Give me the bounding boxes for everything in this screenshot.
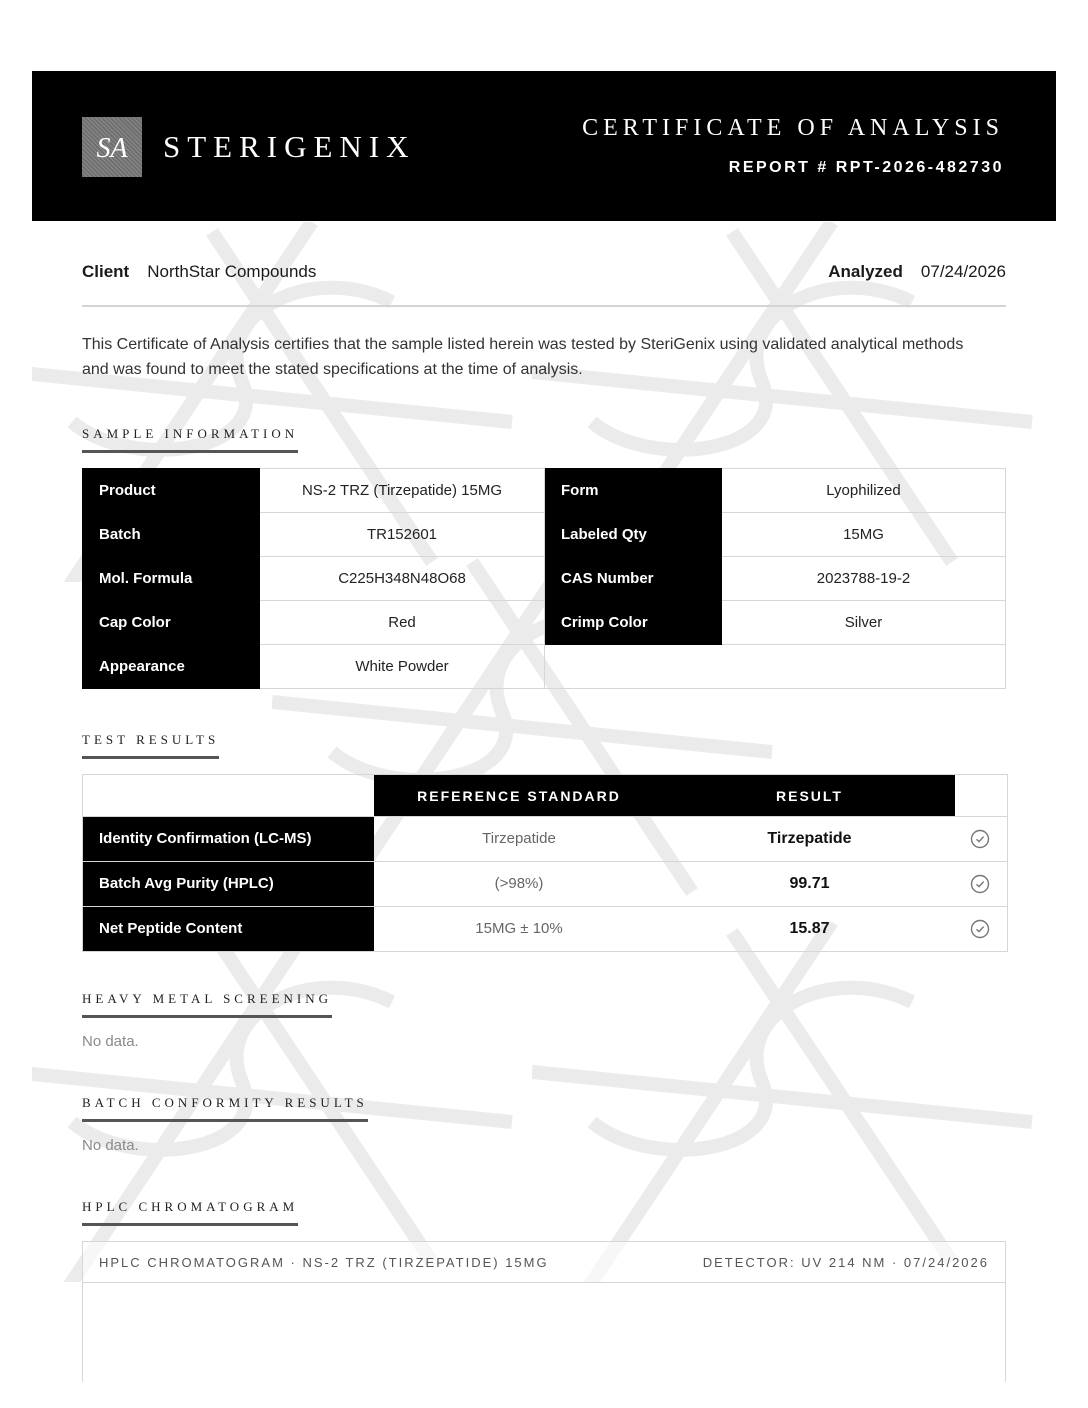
field-value: Lyophilized	[722, 469, 1006, 513]
analyzed-label: Analyzed	[828, 262, 903, 281]
empty-state-text: No data.	[82, 1033, 139, 1050]
field-label: Form	[545, 469, 722, 513]
section-title-hplc: HPLC CHROMATOGRAM	[82, 1199, 298, 1226]
sample-information-table	[82, 468, 1006, 689]
table-row	[83, 469, 1006, 513]
report-number: REPORT # RPT-2026-482730	[728, 159, 1004, 176]
field-value: White Powder	[260, 645, 545, 689]
field-value: Silver	[722, 601, 1006, 645]
svg-text:SA: SA	[96, 133, 128, 164]
client-value: NorthStar Compounds	[147, 262, 317, 281]
document-title: CERTIFICATE OF ANALYSIS	[582, 115, 1004, 141]
certificate-header	[32, 71, 1056, 221]
intro-text: This Certificate of Analysis certifies that the sample listed herein was tested by SteriGenix using validated analytical methods and was found to meet the stated specifications at the time of analysis.	[82, 336, 964, 378]
reference-value: 15MG ± 10%	[475, 920, 563, 937]
section-title-test-results: TEST RESULTS	[82, 732, 219, 759]
analyzed-info	[828, 262, 1006, 282]
column-header-reference: REFERENCE STANDARD	[417, 788, 621, 804]
field-value: Red	[260, 601, 545, 645]
result-value: 15.87	[789, 920, 830, 937]
field-label: Cap Color	[83, 601, 260, 645]
check-circle-icon	[970, 874, 990, 894]
field-value: TR152601	[260, 513, 545, 557]
logo	[82, 117, 142, 177]
table-header	[83, 775, 1007, 816]
reference-value: (>98%)	[494, 875, 544, 892]
result-value: 99.71	[789, 875, 830, 892]
brand-name: STERIGENIX	[163, 129, 416, 164]
table-row	[83, 557, 1006, 601]
test-name: Identity Confirmation (LC-MS)	[83, 817, 374, 861]
field-value: NS-2 TRZ (Tirzepatide) 15MG	[260, 469, 545, 513]
table-row	[83, 861, 1007, 906]
check-circle-icon	[970, 919, 990, 939]
hplc-chromatogram-panel	[82, 1241, 1006, 1382]
table-row	[83, 645, 1006, 689]
test-name: Batch Avg Purity (HPLC)	[83, 862, 374, 906]
analyzed-value: 07/24/2026	[920, 262, 1006, 281]
detector-info: DETECTOR: UV 214 NM · 07/24/2026	[702, 1255, 989, 1270]
column-header-result: RESULT	[776, 788, 843, 804]
logo-monogram-icon	[82, 117, 142, 177]
field-label: CAS Number	[545, 557, 722, 601]
result-value: Tirzepatide	[767, 830, 852, 847]
test-results-table	[82, 774, 1008, 952]
empty-cell	[545, 645, 1006, 689]
chromatogram-caption: HPLC CHROMATOGRAM · NS-2 TRZ (TIRZEPATIDE) 15MG	[99, 1255, 549, 1270]
meta-row	[82, 262, 1006, 286]
field-value: 2023788-19-2	[722, 557, 1006, 601]
table-row	[83, 906, 1007, 951]
table-row	[83, 816, 1007, 861]
table-row	[83, 513, 1006, 557]
section-title-sample-information: SAMPLE INFORMATION	[82, 426, 298, 453]
client-label: Client	[82, 262, 130, 281]
field-label: Labeled Qty	[545, 513, 722, 557]
section-title-batch-conformity: BATCH CONFORMITY RESULTS	[82, 1095, 368, 1122]
table-row	[83, 601, 1006, 645]
test-name: Net Peptide Content	[83, 907, 374, 951]
field-label: Product	[83, 469, 260, 513]
field-label: Crimp Color	[545, 601, 722, 645]
chromatogram-caption-bar	[83, 1242, 1005, 1283]
empty-state-text: No data.	[82, 1137, 139, 1154]
watermark-monogram	[532, 922, 1052, 1282]
field-label: Appearance	[83, 645, 260, 689]
field-label: Mol. Formula	[83, 557, 260, 601]
field-value: C225H348N48O68	[260, 557, 545, 601]
section-title-heavy-metal: HEAVY METAL SCREENING	[82, 991, 332, 1018]
reference-value: Tirzepatide	[482, 830, 556, 847]
client-info	[82, 262, 316, 282]
field-label: Batch	[83, 513, 260, 557]
check-circle-icon	[970, 829, 990, 849]
field-value: 15MG	[722, 513, 1006, 557]
divider	[82, 305, 1006, 307]
